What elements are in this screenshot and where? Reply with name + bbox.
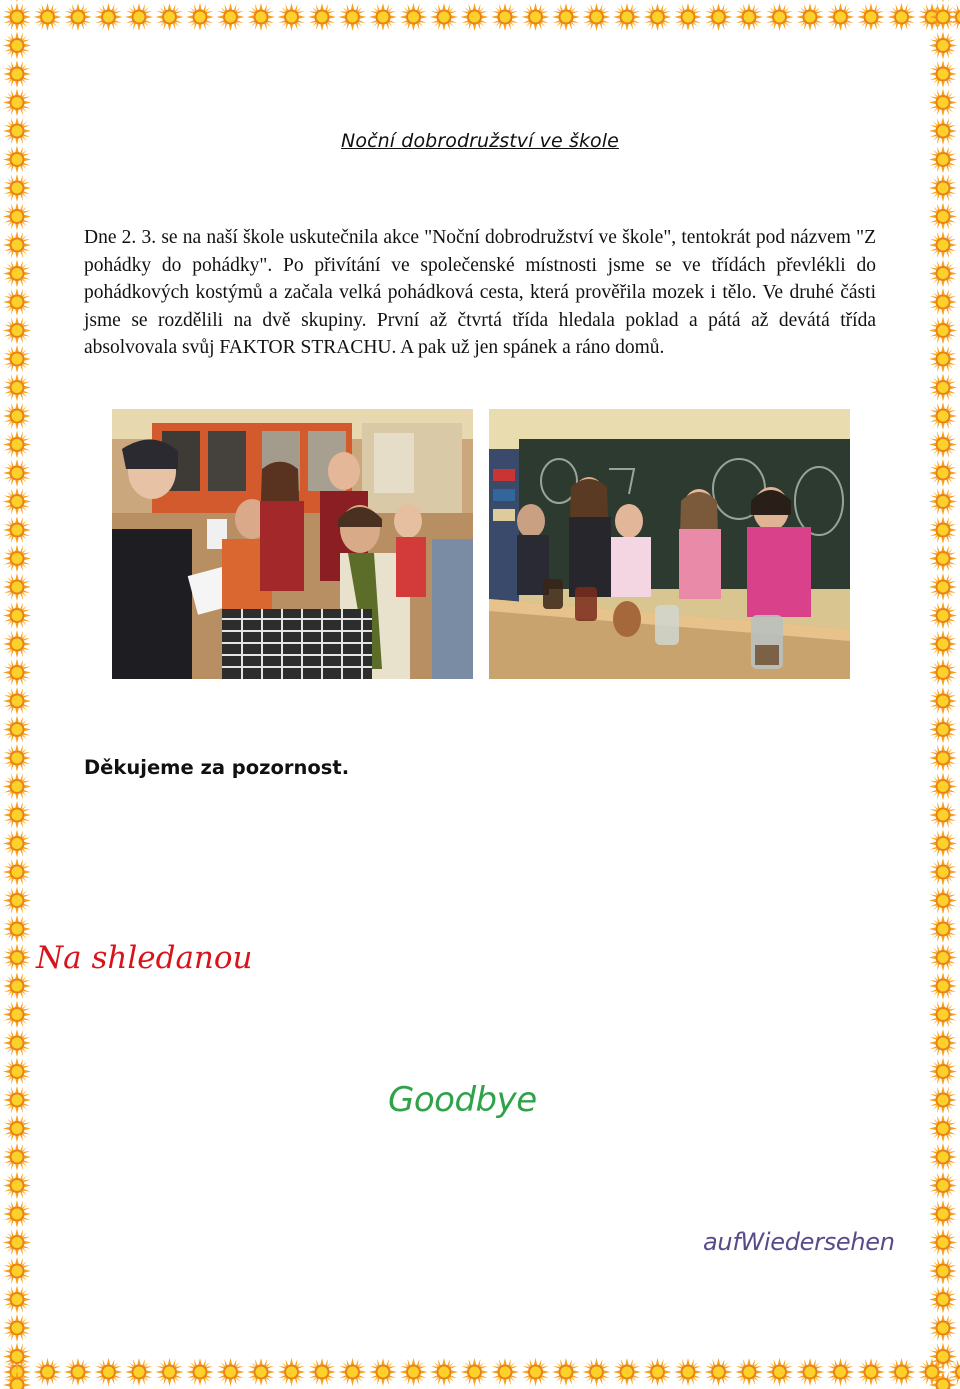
sun-border-bottom	[0, 1355, 960, 1389]
article-paragraph: Dne 2. 3. se na naší škole uskutečnila akce "Noční dobrodružství ve škole", tentokrát pod názvem "Z pohádky do pohádky". Po přivítání ve společenské místnosti jsme se ve třídách převlékli do pohádkových kostýmů a začala velká pohádková cesta, která prověřila mozek i tělo. Ve druhé části jsme se rozdělili na dvě skupiny. První až čtvrtá třída hledala poklad a pátá až devátá třída absolvovala svůj FAKTOR STRACHU. A pak už jen spánek a ráno domů.	[84, 227, 876, 359]
farewell-english: Goodbye	[388, 1080, 537, 1120]
page-title: Noční dobrodružství ve škole	[341, 130, 619, 152]
thanks-text: Děkujeme za pozornost.	[84, 756, 350, 779]
farewell-german: aufWiedersehen	[703, 1228, 895, 1256]
sun-border-left	[0, 0, 34, 1389]
sun-border-top	[0, 0, 960, 34]
photo-jar-experiment	[489, 409, 850, 679]
photo-costumed-children	[112, 409, 473, 679]
sun-border-right	[926, 0, 960, 1389]
farewell-czech: Na shledanou	[36, 940, 253, 976]
